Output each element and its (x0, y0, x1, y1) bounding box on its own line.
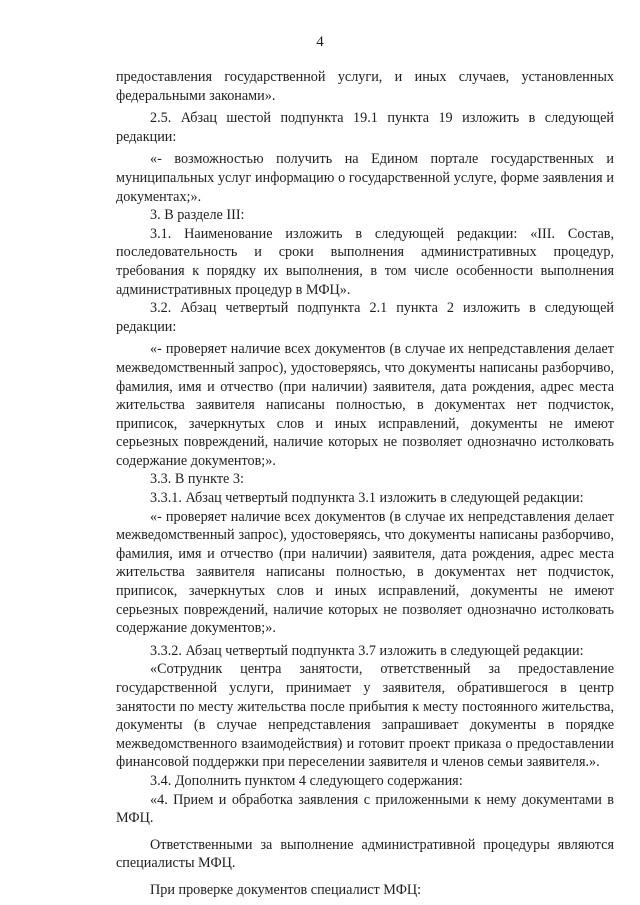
document-body (116, 68, 614, 900)
paragraph-10: «- проверяет наличие всех документов (в случае их непредставления делает межведомственный запрос), удостоверяясь, что документы написаны разборчиво, фамилия, имя и отчество (при наличии) заявителя, дата рождения, адрес места жительства заявителя написаны полностью, в документах нет подчисток, приписок, зачеркнутых слов и иных исправлений, документы не имеют серьезных повреждений, наличие которых не позволяет однозначно истолковать содержание документов;». (116, 508, 614, 637)
paragraph-9: 3.3.1. Абзац четвертый подпункта 3.1 изложить в следующей редакции: (150, 490, 584, 507)
paragraph-2: 2.5. Абзац шестой подпункта 19.1 пункта 19 изложить в следующей редакции: (116, 110, 614, 145)
paragraph-7: «- проверяет наличие всех документов (в случае их непредставления делает межведомственный запрос), удостоверяясь, что документы написаны разборчиво, фамилия, имя и отчество (при наличии) заявителя, дата рождения, адрес места жительства заявителя написаны полностью, в документах нет подчисток, приписок, зачеркнутых слов и иных исправлений, документы не имеют серьезных повреждений, наличие которых не позволяет однозначно истолковать содержание документов;». (116, 341, 614, 469)
paragraph-4: 3. В разделе III: (150, 207, 245, 224)
paragraph-3: «- возможностью получить на Едином портале государственных и муниципальных услуг информацию о государственной услуге, форме заявления и документах;». (116, 151, 614, 205)
paragraph-1: предоставления государственной услуги, и иных случаев, установленных федеральными законами». (116, 69, 614, 104)
paragraph-13: 3.4. Дополнить пунктом 4 следующего содержания: (150, 772, 463, 789)
paragraph-15: Ответственными за выполнение административной процедуры являются специалисты МФЦ. (116, 836, 614, 872)
paragraph-14: «4. Прием и обработка заявления с приложенными к нему документами в МФЦ. (116, 791, 614, 827)
paragraph-12: «Сотрудник центра занятости, ответственный за предоставление государственной услуги, принимает у заявителя, обратившегося в центр занятости по месту жительства после прибытия к месту постоянного жительства, документы (в случае непредставления запрашивает документы в порядке межведомственного взаимодействия) и готовит проект приказа о предоставлении финансовой поддержки при переселении заявителя и членов семьи заявителя.». (116, 661, 614, 771)
page-number: 4 (316, 34, 324, 50)
paragraph-6: 3.2. Абзац четвертый подпункта 2.1 пункта 2 изложить в следующей редакции: (116, 300, 614, 335)
paragraph-11: 3.3.2. Абзац четвертый подпункта 3.7 изложить в следующей редакции: (150, 642, 584, 659)
paragraph-5: 3.1. Наименование изложить в следующей редакции: «III. Состав, последовательность и сроки выполнения административных процедур, требования к порядку их выполнения, в том числе особенности выполнения административных процедур в МФЦ». (116, 225, 614, 298)
paragraph-8: 3.3. В пункте 3: (150, 471, 244, 488)
paragraph-16: При проверке документов специалист МФЦ: (150, 881, 422, 898)
